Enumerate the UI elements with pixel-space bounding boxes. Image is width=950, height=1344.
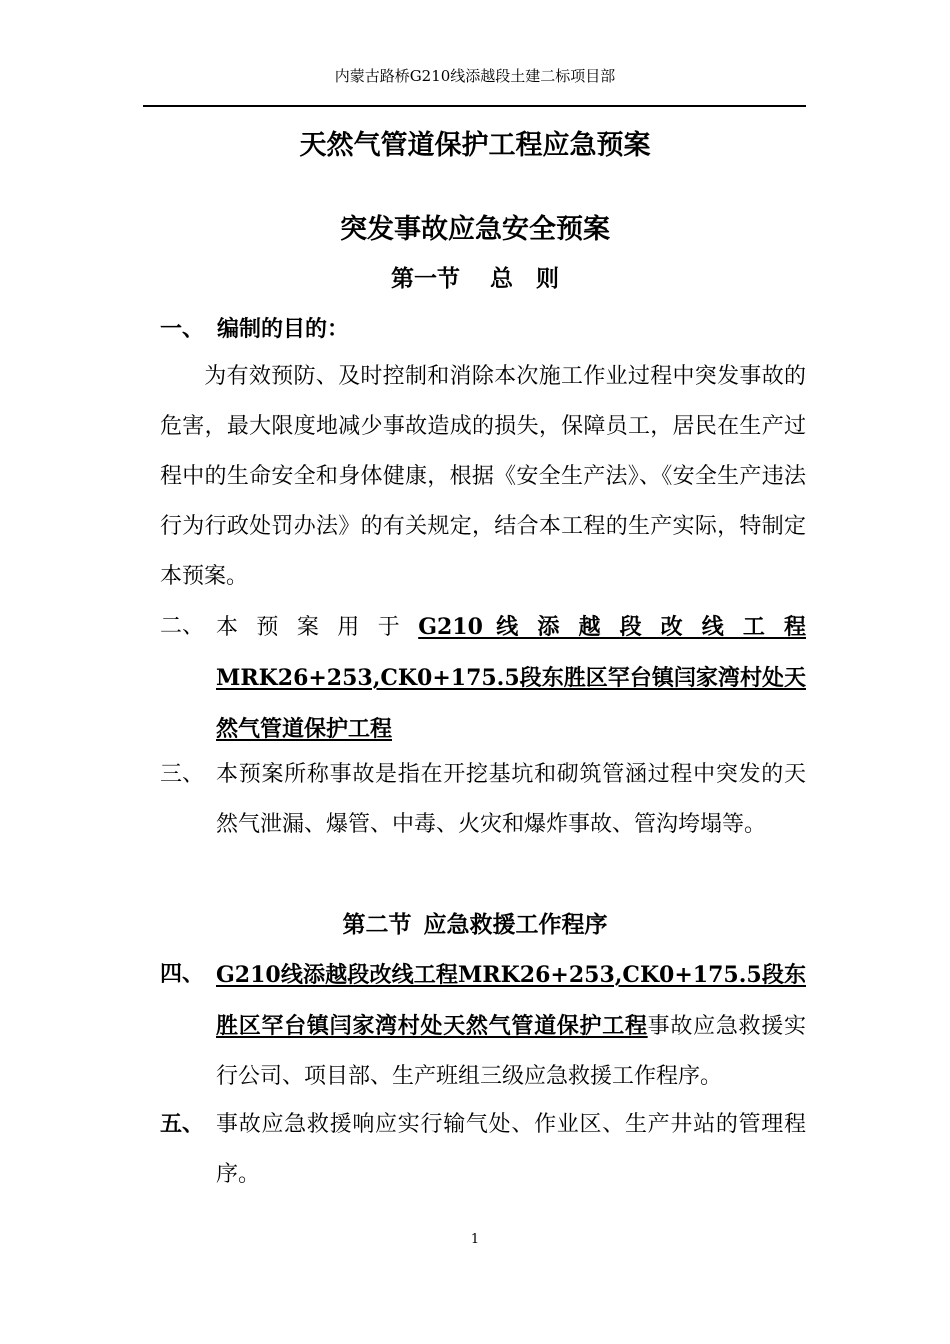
document-title: 天然气管道保护工程应急预案 bbox=[299, 130, 651, 161]
list-item-3 bbox=[160, 750, 806, 850]
list-item-4-number: 四、 bbox=[160, 962, 205, 987]
section-1-label: 第一节 bbox=[391, 266, 460, 292]
heading-1-number: 一、 bbox=[160, 317, 205, 342]
section-1-heading bbox=[0, 262, 950, 296]
list-item-3-text: 本预案所称事故是指在开挖基坑和砌筑管涵过程中突发的天然气泄漏、爆管、中毒、火灾和爆炸事故、管沟垮塌等。 bbox=[216, 762, 806, 837]
list-item-5-text: 事故应急救援响应实行输气处、作业区、生产井站的管理程序。 bbox=[216, 1112, 806, 1187]
section-2-label: 第二节 bbox=[342, 912, 412, 938]
running-header: 内蒙古路桥G210线添越段土建二标项目部 bbox=[334, 67, 616, 85]
section-1-name: 总 则 bbox=[490, 266, 559, 292]
document-subtitle: 突发事故应急安全预案 bbox=[340, 214, 610, 245]
list-item-2-first-line bbox=[216, 602, 806, 653]
page-number: 1 bbox=[470, 1232, 480, 1247]
heading-1 bbox=[160, 305, 349, 355]
list-item-2-number: 二、 bbox=[160, 614, 205, 639]
paragraph-1 bbox=[160, 352, 806, 602]
section-2-heading bbox=[0, 908, 950, 942]
list-item-4-project-name: G210线添越段改线工程MRK26+253,CK0+175.5段东胜区罕台镇闫家湾村处天然气管道保护工程 bbox=[216, 962, 806, 1039]
list-item-4 bbox=[160, 950, 806, 1102]
list-item-2-project-name-1: G210 线 添 越 段 改 线 工 程 bbox=[418, 614, 806, 640]
section-2-name: 应急救援工作程序 bbox=[423, 912, 608, 938]
list-item-4-text: 事故应急救援实行公司、项目部、生产班组三级应急救援工作程序。 bbox=[216, 1014, 806, 1089]
list-item-5-number: 五、 bbox=[160, 1112, 205, 1137]
list-item-2 bbox=[160, 602, 806, 755]
list-item-2-lead: 本 预 案 用 于 bbox=[216, 615, 419, 640]
heading-1-text: 编制的目的： bbox=[217, 317, 350, 342]
list-item-3-number: 三、 bbox=[160, 762, 205, 787]
list-item-5 bbox=[160, 1100, 806, 1200]
paragraph-1-text: 为有效预防、及时控制和消除本次施工作业过程中突发事故的危害，最大限度地减少事故造成的损失，保障员工，居民在生产过程中的生命安全和身体健康，根据《安全生产法》、《安全生产违法行为行政处罚办法》的有关规定，结合本工程的生产实际，特制定本预案。 bbox=[160, 364, 806, 589]
list-item-2-project-name-2: MRK26+253,CK0+175.5段东胜区罕台镇闫家湾村处天然气管道保护工程 bbox=[216, 665, 806, 742]
header-rule bbox=[143, 105, 806, 107]
